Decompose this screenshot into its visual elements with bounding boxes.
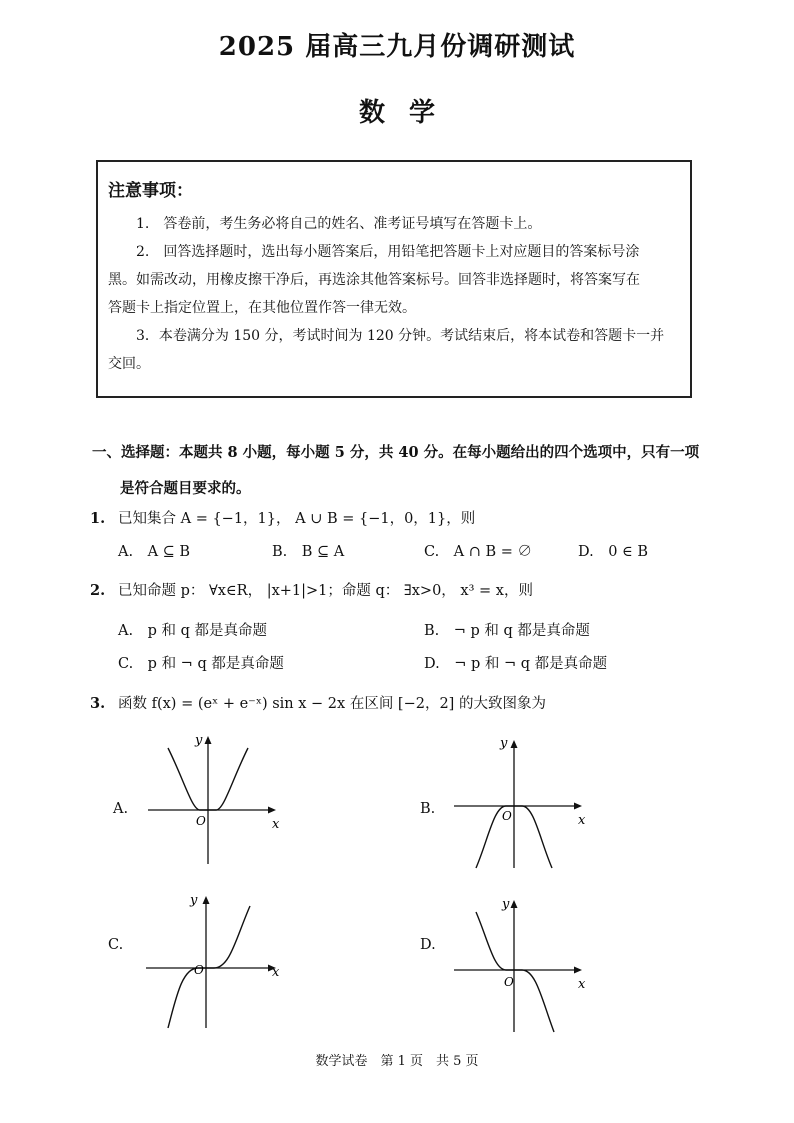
y-axis-label: y [195,733,203,748]
x-axis-label: x [578,813,586,828]
q1-stem: 已知集合 A = {−1，1}， A ∪ B = {−1，0，1}，则 [118,511,476,527]
function-curve [168,906,250,1028]
x-axis-label: x [272,817,280,832]
y-axis-label: y [190,893,198,908]
q3-option-a-label: A. [113,801,129,817]
x-axis-label: x [272,965,280,980]
section-1-heading-line-2: 是符合题目要求的。 [120,480,251,497]
q3-option-b-label: B. [420,801,436,817]
subject-title: 数学 [358,98,459,128]
y-axis-arrow-icon [511,740,518,748]
notice-box [96,160,692,398]
q3-number: 3. [90,695,106,712]
section-1-heading-line-1: 一、选择题：本题共 8 小题，每小题 5 分，共 40 分。在每小题给出的四个选项中，只有一项 [92,444,700,461]
notice-item-2-line-2: 黑。如需改动，用橡皮擦干净后，再选涂其他答案标号。回答非选择题时，将答案写在 [108,272,640,288]
origin-label: O [196,814,206,828]
q1-option-a: A. A ⊆ B [118,544,191,560]
y-axis-label: y [502,897,510,912]
q2-stem: 已知命题 p： ∀x∈R， |x+1|>1；命题 q： ∃x>0， x³ = x，则 [118,583,533,599]
q1-option-b: B. B ⊆ A [272,544,345,560]
x-axis-arrow-icon [574,967,582,974]
notice-item-1: 1. 答卷前，考生务必将自己的姓名、准考证号填写在答题卡上。 [136,216,542,232]
q3-graph-c [140,888,290,1032]
q3-graph-b [448,732,598,874]
notice-item-2-line-1: 2. 回答选择题时，选出每小题答案后，用铅笔把答题卡上对应题目的答案标号涂 [136,244,640,260]
origin-label: O [194,963,204,977]
x-axis-arrow-icon [574,803,582,810]
q3-graph-a [140,728,290,870]
y-axis-arrow-icon [511,900,518,908]
q2-option-c: C. p 和 ¬ q 都是真命题 [118,656,284,672]
q1-option-d: D. 0 ∈ B [578,544,649,560]
q1-number: 1. [90,510,106,527]
q2-number: 2. [90,582,106,599]
origin-label: O [502,809,512,823]
page-footer: 数学试卷 第 1 页 共 5 页 [315,1054,479,1069]
q2-option-a: A. p 和 q 都是真命题 [118,623,267,639]
function-curve [476,912,554,1032]
x-axis-label: x [578,977,586,992]
x-axis-arrow-icon [268,807,276,814]
q1-option-c: C. A ∩ B = ∅ [424,544,533,560]
notice-item-3-line-2: 交回。 [108,356,150,372]
q3-stem: 函数 f(x) = (eˣ + e⁻ˣ) sin x − 2x 在区间 [−2，2] 的大致图象为 [118,696,546,712]
q3-graph-d [448,892,598,1036]
q2-option-b: B. ¬ p 和 q 都是真命题 [424,623,590,639]
q2-option-d: D. ¬ p 和 ¬ q 都是真命题 [424,656,608,672]
q3-option-d-label: D. [420,937,436,953]
q3-option-c-label: C. [108,937,124,953]
notice-item-2-line-3: 答题卡上指定位置上，在其他位置作答一律无效。 [108,300,416,316]
exam-title: 2025 届高三九月份调研测试 [218,32,576,62]
y-axis-arrow-icon [205,736,212,744]
y-axis-arrow-icon [203,896,210,904]
y-axis-label: y [500,736,508,751]
notice-item-3-line-1: 3．本卷满分为 150 分，考试时间为 120 分钟。考试结束后，将本试卷和答题卡一并 [136,328,665,344]
notice-heading: 注意事项： [108,181,193,201]
origin-label: O [504,975,514,989]
